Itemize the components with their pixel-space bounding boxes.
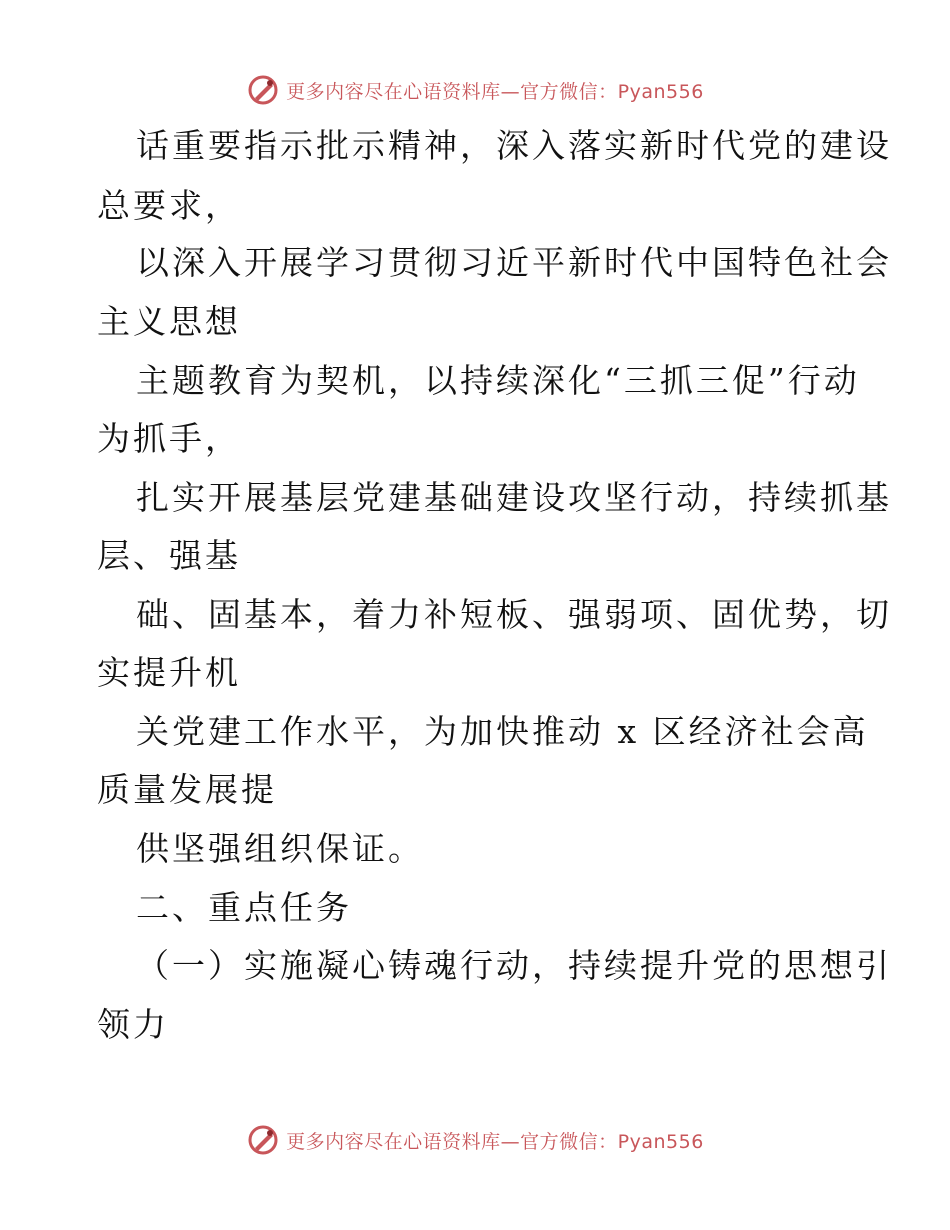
paragraph-line: 质量发展提 bbox=[97, 770, 277, 809]
paragraph-line: 主义思想 bbox=[97, 302, 241, 341]
paragraph-line: 供坚强组织保证。 bbox=[136, 829, 424, 868]
section-heading: 二、重点任务 bbox=[136, 888, 352, 927]
ink-pen-logo-icon bbox=[246, 1123, 280, 1157]
header-banner-text: 更多内容尽在心语资料库—官方微信：Pyan556 bbox=[286, 80, 704, 103]
paragraph-line: 以深入开展学习贯彻习近平新时代中国特色社会 bbox=[136, 243, 892, 282]
paragraph-line: 扎实开展基层党建基础建设攻坚行动，持续抓基 bbox=[136, 478, 892, 517]
subsection-heading: （一）实施凝心铸魂行动，持续提升党的思想引 bbox=[136, 946, 892, 985]
paragraph-line: 为抓手， bbox=[97, 419, 241, 458]
paragraph-line: 关党建工作水平，为加快推动 x 区经济社会高 bbox=[136, 712, 869, 751]
ink-pen-logo-icon bbox=[246, 73, 280, 107]
header-banner bbox=[0, 70, 950, 110]
paragraph-line: 实提升机 bbox=[97, 653, 241, 692]
footer-banner bbox=[0, 1120, 950, 1160]
footer-banner-text: 更多内容尽在心语资料库—官方微信：Pyan556 bbox=[286, 1130, 704, 1153]
paragraph-line: 总要求， bbox=[97, 186, 241, 225]
paragraph-line: 础、固基本，着力补短板、强弱项、固优势，切 bbox=[136, 595, 892, 634]
paragraph-line: 领力 bbox=[97, 1005, 169, 1044]
paragraph-line: 话重要指示批示精神，深入落实新时代党的建设 bbox=[136, 126, 892, 165]
paragraph-line: 层、强基 bbox=[97, 536, 241, 575]
paragraph-line: 主题教育为契机，以持续深化“三抓三促”行动 bbox=[136, 361, 860, 400]
